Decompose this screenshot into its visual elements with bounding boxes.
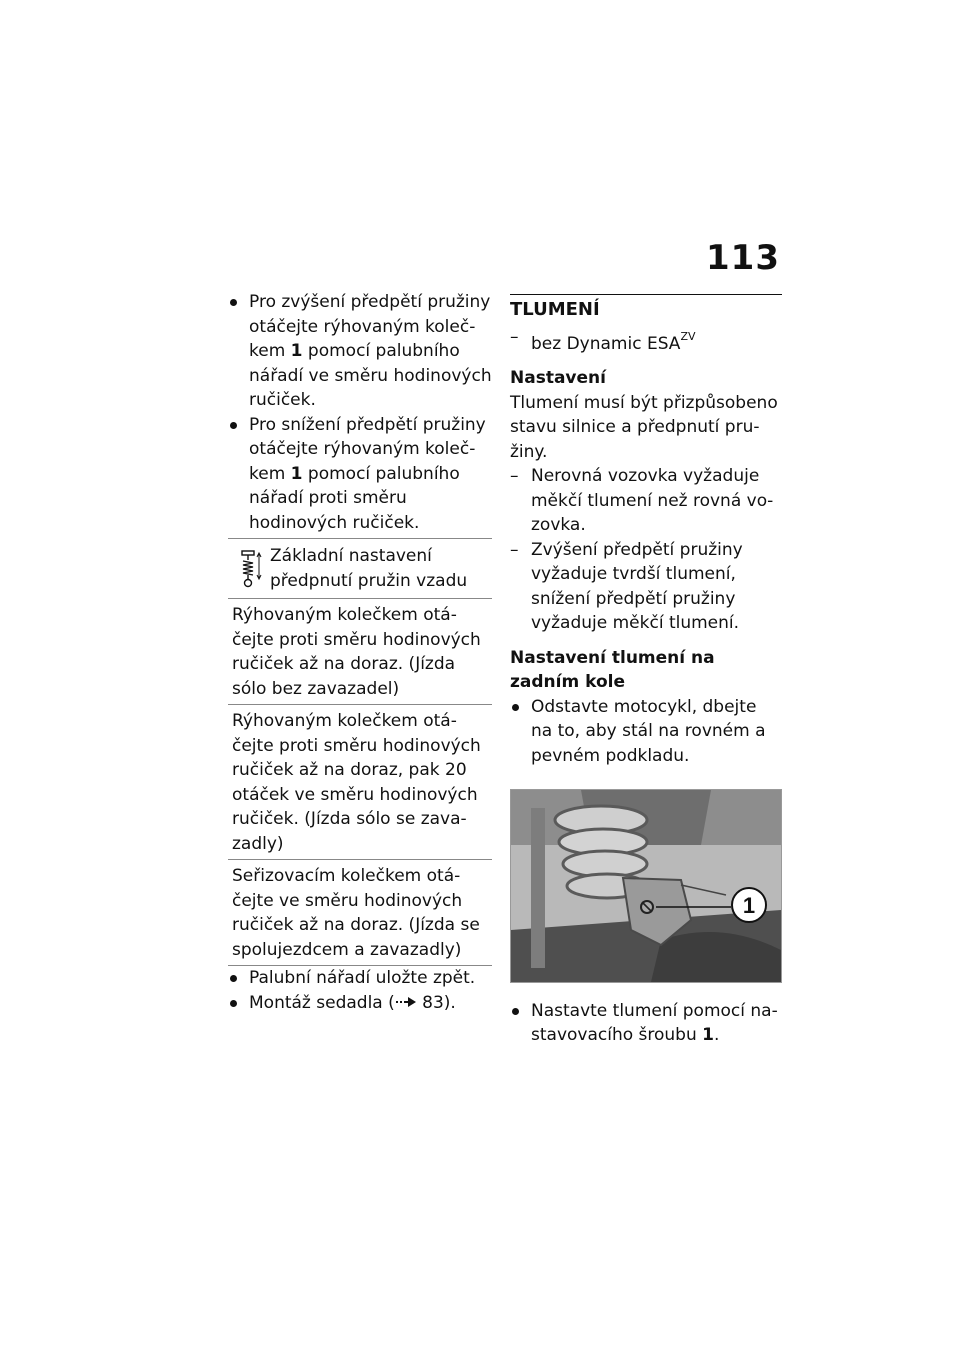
instruction-bullet xyxy=(228,966,492,991)
instruction-bullet xyxy=(510,999,782,1048)
bullet-text: pomocí palubního nářadí proti směru hodinových ručiček. xyxy=(249,463,460,533)
bullet-text: Montáž sedadla ( xyxy=(249,992,395,1013)
instruction-bullet xyxy=(228,991,492,1016)
dash-item: – Nerovná vozovka vyžaduje měkčí tlumení než rovná vozovka. xyxy=(510,464,782,538)
spec-table xyxy=(228,538,492,966)
section-title: TLUMENÍ xyxy=(510,294,782,325)
subheading: Nastavení tlumení na zadním kole xyxy=(510,647,715,692)
spec-table-row: Seřizovacím kolečkem otáčejte ve směru hodinových ručiček až na doraz. (Jízda se spolujezdcem a zavazadly) xyxy=(228,860,492,966)
variant-text: bez Dynamic ESA xyxy=(531,333,681,354)
bullet-text: . xyxy=(714,1025,720,1045)
spec-table-header xyxy=(228,539,492,599)
spec-table-row: Rýhovaným kolečkem otáčejte proti směru hodinových ručiček až na doraz. (Jízda sólo bez zavazadel) xyxy=(228,599,492,705)
instruction-bullet xyxy=(228,413,492,536)
subheading: Nastavení xyxy=(510,368,606,388)
bullet-text: Palubní nářadí uložte zpět. xyxy=(249,968,476,988)
spec-table-title: Základní nastavení předpnutí pružin vzadu xyxy=(270,546,468,591)
page-number: 113 xyxy=(706,238,780,278)
image-callout-label: 1 xyxy=(742,893,756,918)
bullet-text: Nastavte tlumení pomocí nastavovacího šroubu xyxy=(531,1000,778,1045)
variant-line xyxy=(510,325,782,357)
page-reference-arrow-icon xyxy=(395,997,417,1007)
right-column xyxy=(510,290,782,1048)
bullet-text: ). xyxy=(443,992,456,1013)
bullet-text: pomocí palubního nářadí ve směru hodinových ručiček. xyxy=(249,341,492,410)
instruction-bullet: Odstavte motocykl, dbejte na to, aby stál na rovném a pevném podkladu. xyxy=(510,695,782,769)
bullet-text: Pro zvýšení předpětí pružiny otáčejte rýhovaným kolečkem xyxy=(249,292,491,361)
page-ref-number[interactable]: 83 xyxy=(422,992,444,1013)
shock-absorber-photo xyxy=(510,789,782,983)
part-ref: 1 xyxy=(290,463,303,484)
instruction-bullet xyxy=(228,290,492,413)
dash-item: – Zvýšení předpětí pružiny vyžaduje tvrdší tlumení, snížení předpětí pružiny vyžaduje měkčí tlumení. xyxy=(510,538,782,636)
left-column xyxy=(228,290,492,1015)
part-ref: 1 xyxy=(290,341,303,361)
spring-preload-icon xyxy=(240,549,262,589)
paragraph: Tlumení musí být přizpůsobeno stavu silnice a předpnutí pružiny. xyxy=(510,392,778,462)
part-ref: 1 xyxy=(702,1025,714,1045)
bullet-text: Pro snížení předpětí pružiny otáčejte rýhovaným kolečkem xyxy=(249,414,486,484)
spec-table-row: Rýhovaným kolečkem otáčejte proti směru hodinových ručiček až na doraz, pak 20 otáček ve směru hodinových ručiček. (Jízda sólo se zavazadly) xyxy=(228,705,492,860)
variant-superscript: ZV xyxy=(680,329,696,343)
